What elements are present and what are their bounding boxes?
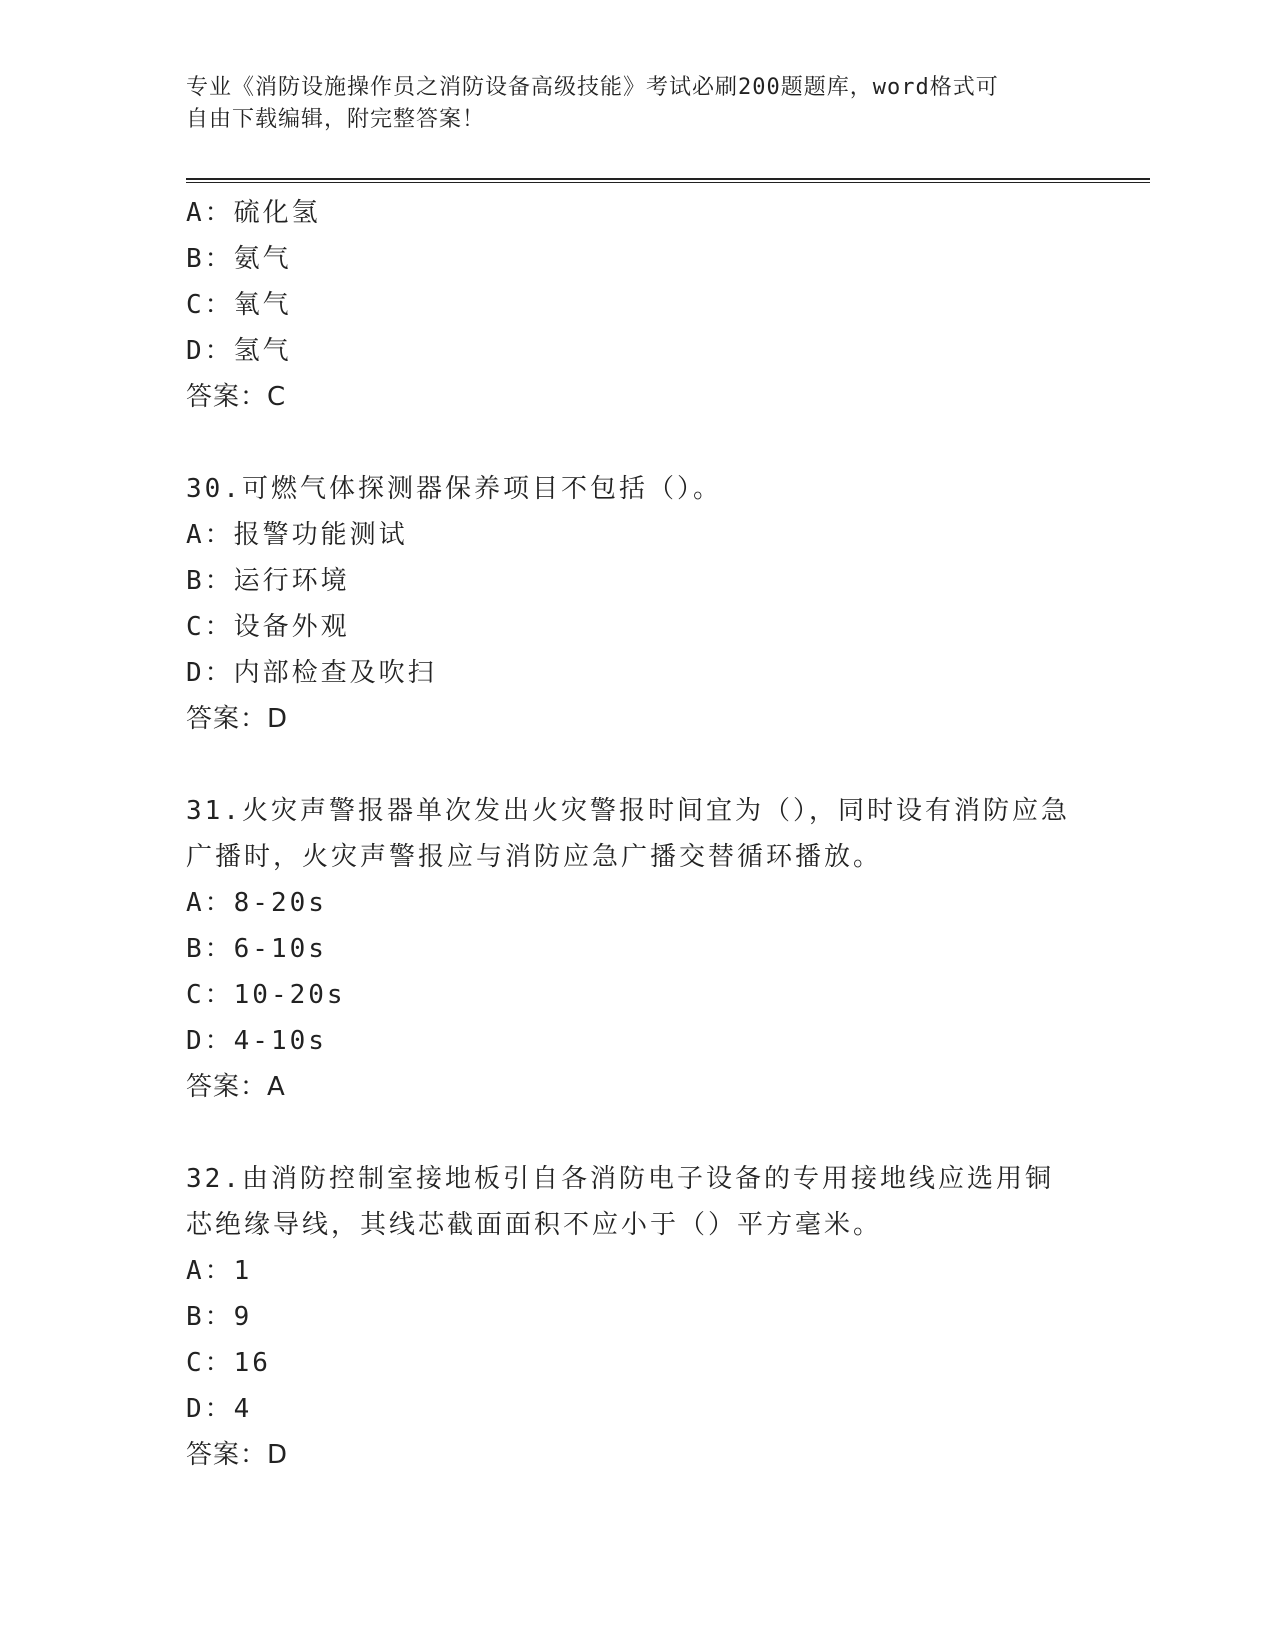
option-c: C：设备外观 [186, 612, 350, 642]
answer-line: 答案：A [186, 1072, 286, 1102]
option-b: B：氨气 [186, 244, 292, 274]
question-31 [186, 788, 1086, 1110]
option-a: A：报警功能测试 [186, 520, 408, 550]
option-b: B：运行环境 [186, 566, 350, 596]
option-b: B：9 [186, 1302, 253, 1332]
header-line-1: 专业《消防设施操作员之消防设备高级技能》考试必刷200题题库，word格式可 [186, 75, 999, 100]
question-text: 32.由消防控制室接地板引自各消防电子设备的专用接地线应选用铜芯绝缘导线，其线芯截面面积不应小于（）平方毫米。 [186, 1164, 1054, 1240]
answer-line: 答案：C [186, 382, 287, 412]
question-30 [186, 466, 1086, 742]
option-a: A：1 [186, 1256, 253, 1286]
answer-line: 答案：D [186, 704, 289, 734]
option-c: C：10-20s [186, 980, 346, 1010]
question-text: 30.可燃气体探测器保养项目不包括（）。 [186, 474, 722, 504]
option-b: B：6-10s [186, 934, 327, 964]
option-c: C：16 [186, 1348, 271, 1378]
option-d: D：氢气 [186, 336, 292, 366]
option-c: C：氧气 [186, 290, 292, 320]
question-32 [186, 1156, 1086, 1478]
document-header [186, 72, 1066, 136]
option-a: A：8-20s [186, 888, 327, 918]
option-a: A：硫化氢 [186, 198, 321, 228]
prev-question-block [186, 190, 1086, 420]
question-text: 31.火灾声警报器单次发出火灾警报时间宜为（），同时设有消防应急广播时，火灾声警报应与消防应急广播交替循环播放。 [186, 796, 1070, 872]
option-d: D：4 [186, 1394, 253, 1424]
header-divider [186, 178, 1150, 183]
header-line-2: 自由下载编辑，附完整答案！ [186, 107, 486, 132]
question-list [186, 190, 1086, 1524]
option-d: D：4-10s [186, 1026, 327, 1056]
option-d: D：内部检查及吹扫 [186, 658, 437, 688]
answer-line: 答案：D [186, 1440, 289, 1470]
